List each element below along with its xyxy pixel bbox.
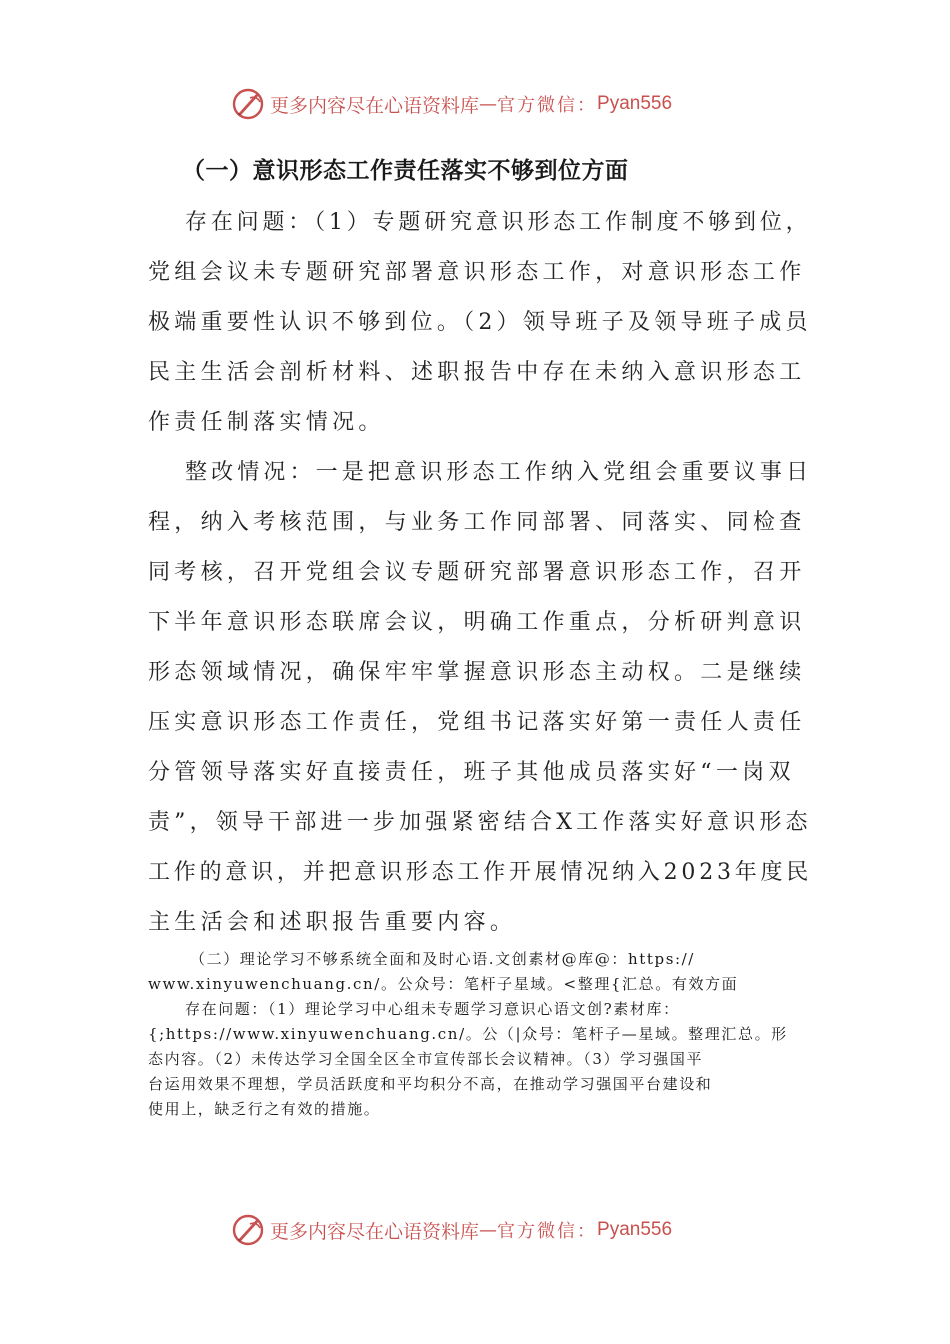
watermark-dash: —	[479, 93, 498, 115]
body-line: 责”，领导干部进一步加强紧密结合X工作落实好意识形态	[148, 810, 812, 835]
body-line: 下半年意识形态联席会议，明确工作重点，分析研判意识	[148, 610, 806, 635]
small-body-line: 使用上，缺乏行之有效的措施。	[148, 1100, 381, 1118]
watermark-wechat-id: Pyan556	[597, 93, 673, 114]
body-line: 分管领导落实好直接责任，班子其他成员落实好“一岗双	[148, 760, 795, 785]
watermark-dash: —	[479, 1219, 498, 1241]
watermark-sub-text: 官方微信：	[497, 95, 598, 116]
body-line: 民主生活会剖析材料、述职报告中存在未纳入意识形态工	[148, 360, 806, 385]
body-line: 程，纳入考核范围，与业务工作同部署、同落实、同检查	[148, 510, 806, 535]
body-line: 同考核，召开党组会议专题研究部署意识形态工作，召开	[148, 560, 806, 585]
body-line: 存在问题：（1）专题研究意识形态工作制度不够到位，	[185, 210, 812, 235]
quill-pen-circle-icon	[230, 86, 266, 122]
watermark-wechat-id: Pyan556	[597, 1219, 673, 1240]
small-body-line: www.xinyuwenchuang.cn/。公众号：笔杆子星域。<整理{汇总。有效方面	[148, 975, 739, 993]
body-line: 主生活会和述职报告重要内容。	[148, 910, 517, 935]
body-line: 形态领域情况，确保牢牢掌握意识形态主动权。二是继续	[148, 660, 806, 685]
small-body-line: （二）理论学习不够系统全面和及时心语.文创素材@库@：https://	[190, 950, 695, 968]
watermark-main-text: 更多内容尽在心语资料库	[270, 94, 480, 117]
body-line: 作责任制落实情况。	[148, 410, 385, 435]
watermark-banner-top	[230, 84, 672, 124]
quill-pen-circle-icon	[230, 1212, 266, 1248]
small-body-line: {;https://www.xinyuwenchuang.cn/。公（|众号：笔杆子—星域。整理汇总。形	[148, 1025, 788, 1043]
body-line: 党组会议未专题研究部署意识形态工作，对意识形态工作	[148, 260, 806, 285]
body-line: 整改情况：一是把意识形态工作纳入党组会重要议事日	[185, 460, 813, 485]
watermark-sub-text: 官方微信：	[497, 1221, 598, 1242]
small-body-line: 台运用效果不理想，学员活跃度和平均积分不高，在推动学习强国平台建设和	[148, 1075, 713, 1093]
small-body-line: 态内容。（2）未传达学习全国全区全市宣传部长会议精神。（3）学习强国平	[148, 1050, 704, 1068]
watermark-banner-bottom	[230, 1210, 672, 1250]
small-body-line: 存在问题：（1）理论学习中心组未专题学习意识心语文创?素材库：	[185, 1000, 680, 1018]
body-line: 压实意识形态工作责任，党组书记落实好第一责任人责任	[148, 710, 806, 735]
section-heading: （一）意识形态工作责任落实不够到位方面	[182, 158, 629, 184]
watermark-main-text: 更多内容尽在心语资料库	[270, 1220, 480, 1243]
body-line: 极端重要性认识不够到位。（2）领导班子及领导班子成员	[148, 310, 812, 335]
body-line: 工作的意识，并把意识形态工作开展情况纳入2023年度民	[148, 860, 813, 885]
